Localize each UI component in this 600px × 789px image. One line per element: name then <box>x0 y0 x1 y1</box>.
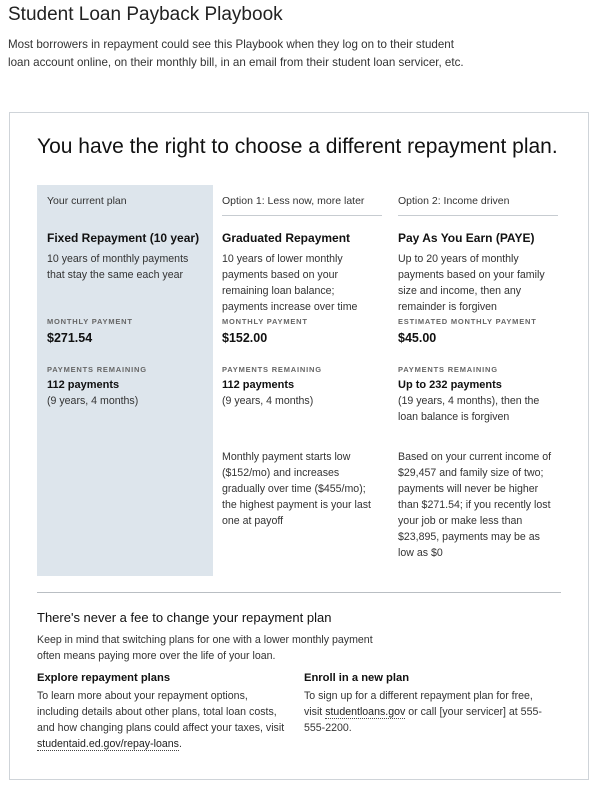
enroll-text <box>304 688 554 736</box>
plan-note: Based on your current income of $29,457 and family size of two; payments will never be higher than $271.54; if you recently lost your job or make less than $23,895, payments may be as low as $0 <box>398 451 552 559</box>
enroll-title: Enroll in a new plan <box>304 672 410 684</box>
payments-remaining-count: 112 payments <box>47 379 120 391</box>
monthly-payment-label: ESTIMATED MONTHLY PAYMENT <box>398 317 537 326</box>
repay-loans-link[interactable]: studentaid.ed.gov/repay-loans <box>37 738 179 750</box>
page-title: Student Loan Payback Playbook <box>8 4 283 25</box>
payments-remaining-label: PAYMENTS REMAINING <box>47 365 147 374</box>
plan-description: 10 years of lower monthly payments based on your remaining loan balance; payments increase over time <box>222 253 358 313</box>
column-header: Your current plan <box>47 195 127 207</box>
payments-remaining-label: PAYMENTS REMAINING <box>222 365 322 374</box>
enroll-text-end: or call [your servicer] at 555-555-2200. <box>304 706 542 734</box>
monthly-payment-amount: $271.54 <box>47 331 93 345</box>
monthly-payment-label: MONTHLY PAYMENT <box>222 317 308 326</box>
plan-description: 10 years of monthly payments that stay the same each year <box>47 253 189 281</box>
fee-text: Keep in mind that switching plans for one with a lower monthly payment often means paying more over the life of your loan. <box>37 634 373 662</box>
plan-name: Fixed Repayment (10 year) <box>47 231 200 245</box>
plan-name: Graduated Repayment <box>222 231 351 245</box>
explore-text-body: To learn more about your repayment options, including details about other plans, total loan costs, and how changing plans could affect your taxes, visit <box>37 690 285 734</box>
plan-note: Monthly payment starts low ($152/mo) and increases gradually over time ($455/mo); the highest payment is your last one at payoff <box>222 451 371 527</box>
enroll-text-body: To sign up for a different repayment plan for free, visit <box>304 690 533 718</box>
repayment-card <box>9 112 589 780</box>
payments-remaining-count: 112 payments <box>222 379 295 391</box>
card-heading: You have the right to choose a different repayment plan. <box>37 135 558 158</box>
payments-remaining-label: PAYMENTS REMAINING <box>398 365 498 374</box>
monthly-payment-label: MONTHLY PAYMENT <box>47 317 133 326</box>
intro-text: Most borrowers in repayment could see this Playbook when they log on to their student loan account online, on their monthly bill, in an email from their student loan servicer, etc. <box>8 38 464 69</box>
explore-text-end: . <box>178 738 182 750</box>
column-header: Option 2: Income driven <box>398 195 558 216</box>
fee-heading: There's never a fee to change your repayment plan <box>37 610 332 625</box>
plan-name: Pay As You Earn (PAYE) <box>398 231 535 245</box>
studentloans-link[interactable]: studentloans.gov <box>325 706 406 718</box>
payments-remaining-detail: (9 years, 4 months) <box>222 395 314 407</box>
column-header: Option 1: Less now, more later <box>222 195 382 216</box>
current-plan-column <box>37 185 213 576</box>
payments-remaining-count: Up to 232 payments <box>398 379 502 391</box>
payments-remaining-detail: (19 years, 4 months), then the loan balance is forgiven <box>398 395 540 423</box>
explore-title: Explore repayment plans <box>37 672 171 684</box>
monthly-payment-amount: $45.00 <box>398 331 437 345</box>
plan-description: Up to 20 years of monthly payments based on your family size and income, then any remainder is forgiven <box>398 253 545 313</box>
monthly-payment-amount: $152.00 <box>222 331 268 345</box>
section-divider <box>37 592 561 593</box>
payments-remaining-detail: (9 years, 4 months) <box>47 395 139 407</box>
explore-text <box>37 688 287 752</box>
